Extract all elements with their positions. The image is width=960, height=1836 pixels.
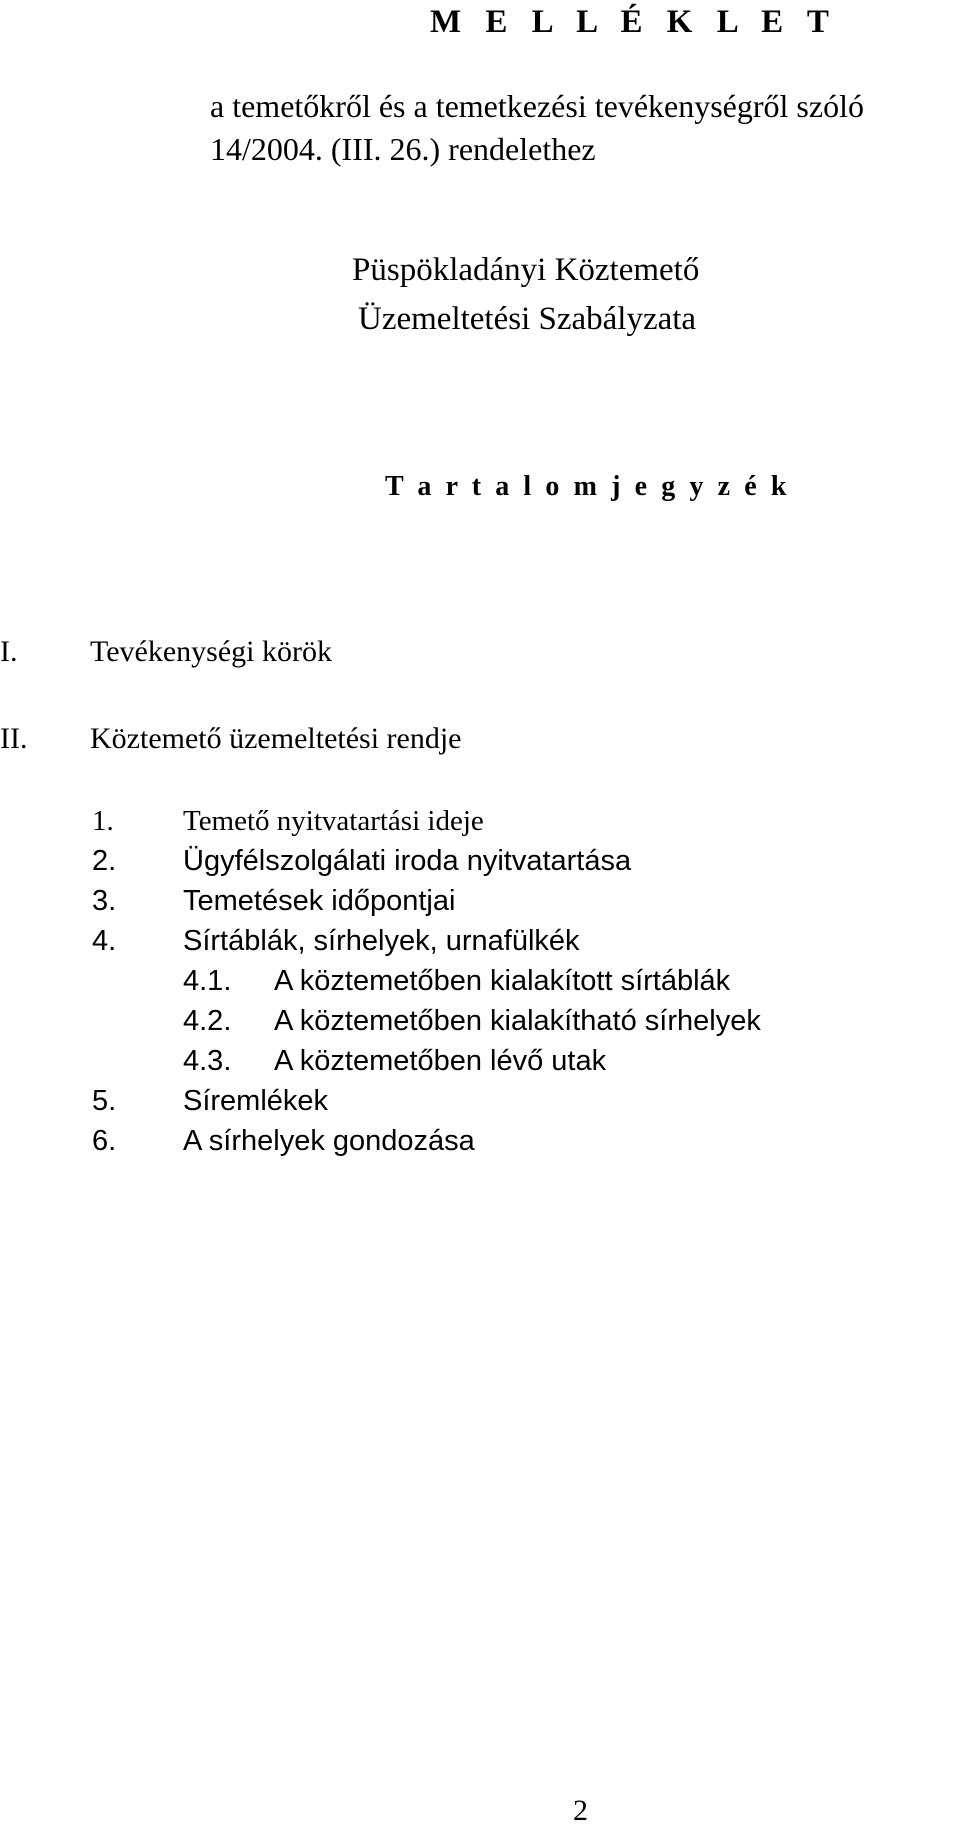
toc-item-number: 3. <box>92 885 117 917</box>
appendix-label: M E L L É K L E T <box>430 4 837 40</box>
section-number: I. <box>0 635 18 668</box>
section-number: II. <box>0 722 28 755</box>
section-title: Tevékenységi körök <box>90 635 332 668</box>
toc-item-number: 6. <box>92 1125 117 1157</box>
toc-item-text: Sírtáblák, sírhelyek, urnafülkék <box>183 925 580 957</box>
toc-item-number: 5. <box>92 1085 117 1117</box>
document-title-line-1: Püspökladányi Köztemető <box>352 252 700 288</box>
toc-item-text: Síremlékek <box>183 1085 329 1117</box>
toc-item-text: Ügyfélszolgálati iroda nyitvatartása <box>183 845 632 877</box>
toc-subitem-number: 4.3. <box>183 1045 232 1077</box>
toc-item-number: 2. <box>92 845 117 877</box>
toc-item-text: Temetések időpontjai <box>183 885 456 917</box>
toc-heading: T a r t a l o m j e g y z é k <box>385 471 791 502</box>
subtitle-line-2: 14/2004. (III. 26.) rendelethez <box>210 131 596 167</box>
toc-subitem-text: A köztemetőben lévő utak <box>274 1045 607 1077</box>
toc-item-number: 4. <box>92 925 117 957</box>
toc-subitem-text: A köztemetőben kialakított sírtáblák <box>274 965 731 997</box>
toc-item-number: 1. <box>92 805 114 837</box>
toc-item-text: A sírhelyek gondozása <box>183 1125 475 1157</box>
page-number: 2 <box>573 1794 588 1827</box>
toc-subitem-number: 4.2. <box>183 1005 232 1037</box>
toc-subitem-text: A köztemetőben kialakítható sírhelyek <box>274 1005 761 1037</box>
document-title-line-2: Üzemeltetési Szabályzata <box>358 301 697 337</box>
section-title: Köztemető üzemeltetési rendje <box>90 722 462 755</box>
subtitle-line-1: a temetőkről és a temetkezési tevékenységről szóló <box>210 88 864 124</box>
toc-item-text: Temető nyitvatartási ideje <box>183 805 484 837</box>
toc-subitem-number: 4.1. <box>183 965 232 997</box>
